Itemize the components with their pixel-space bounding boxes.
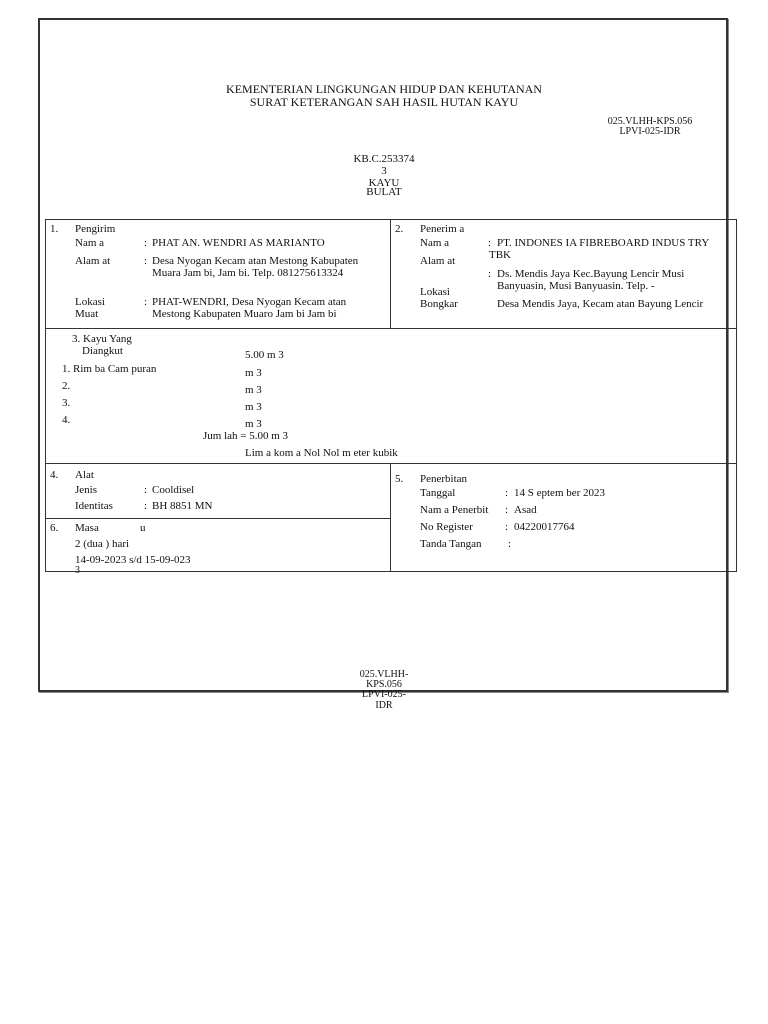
separator: : — [144, 255, 148, 267]
pengirim-alamat-label: Alam at — [75, 255, 111, 267]
alat-identitas-label: Identitas — [75, 500, 113, 512]
penerima-heading: Penerim a — [420, 223, 465, 235]
separator: : — [508, 538, 512, 550]
kayu-heading-2: Diangkut — [82, 345, 123, 357]
form-code-sub: LPVI-025-IDR — [619, 126, 681, 137]
pengirim-number: 1. — [50, 223, 59, 235]
masa-number: 6. — [50, 522, 59, 534]
masa-heading: Masa — [75, 522, 99, 534]
kayu-heading: 3. Kayu Yang — [72, 333, 132, 345]
kayu-item-volume: m 3 — [245, 418, 262, 430]
alat-jenis-value: Cooldisel — [152, 484, 195, 496]
separator: : — [488, 268, 492, 280]
kayu-item-label: 2. — [62, 380, 71, 392]
pengirim-heading: Pengirim — [75, 223, 116, 235]
penerbitan-heading: Penerbitan — [420, 473, 468, 485]
alat-identitas-value: BH 8851 MN — [152, 500, 213, 512]
penerima-alamat-label: Alam at — [420, 255, 456, 267]
penerbitan-number: 5. — [395, 473, 404, 485]
pengirim-lokasi-value: PHAT-WENDRI, Desa Nyogan Kecam atan Mestong Kabupaten Muaro Jam bi Jam bi — [152, 296, 347, 320]
kayu-total-words: Lim a kom a Nol Nol m eter kubik — [245, 447, 398, 459]
parties-divider — [390, 219, 391, 329]
kayu-item-label: 1. Rim ba Cam puran — [62, 363, 157, 375]
copy-number: 3 — [381, 165, 387, 177]
kayu-item-label: 4. — [62, 414, 71, 426]
alat-jenis-label: Jenis — [75, 484, 97, 496]
masa-period-trailing: 3 — [75, 565, 80, 576]
penerima-number: 2. — [395, 223, 404, 235]
penerima-nama-label: Nam a — [420, 237, 450, 249]
footer-code-2: KPS.056 — [366, 679, 402, 690]
pengirim-lokasi-label-2: Muat — [75, 308, 99, 320]
separator: : — [144, 484, 148, 496]
kayu-item-volume: m 3 — [245, 384, 262, 396]
footer-code-4: IDR — [375, 700, 393, 711]
penerbitan-tanggal-value: 14 S eptem ber 2023 — [514, 487, 606, 499]
separator: : — [144, 500, 148, 512]
masa-duration: 2 (dua ) hari — [75, 538, 130, 550]
document-title: SURAT KETERANGAN SAH HASIL HUTAN KAYU — [249, 95, 519, 109]
document-number: KB.C.253374 — [353, 153, 415, 165]
pengirim-nama-value: PHAT AN. WENDRI AS MARIANTO — [152, 237, 325, 249]
form-code: 025.VLHH-KPS.056 — [607, 116, 693, 127]
masa-period: 14-09-2023 s/d 15-09-023 — [75, 554, 191, 566]
penerima-lokasi-label: Lokasi — [420, 286, 450, 298]
separator: : — [144, 296, 148, 308]
separator: : — [488, 237, 492, 249]
penerbitan-penerbit-value: Asad — [514, 504, 537, 516]
separator: : — [505, 504, 509, 516]
penerbitan-tanggal-label: Tanggal — [420, 487, 456, 499]
wood-type: KAYU — [368, 177, 400, 189]
alat-masa-divider — [45, 518, 390, 519]
penerbitan-ttd-label: Tanda Tangan — [420, 538, 482, 550]
alat-heading: Alat — [75, 469, 94, 481]
transport-divider — [390, 463, 391, 572]
separator: : — [505, 521, 509, 533]
wood-type-sub: BULAT — [366, 186, 402, 198]
penerbitan-register-value: 04220017764 — [514, 521, 575, 533]
separator: : — [144, 237, 148, 249]
kayu-section — [45, 328, 737, 464]
penerima-lokasi-value: Desa Mendis Jaya, Kecam atan Bayung Lencir — [497, 298, 704, 310]
alat-number: 4. — [50, 469, 59, 481]
kayu-total: Jum lah = 5.00 m 3 — [203, 430, 289, 442]
pengirim-alamat-value: Desa Nyogan Kecam atan Mestong Kabupaten Muara Jam bi, Jam bi. Telp. 081275613324 — [152, 255, 359, 279]
kayu-item-volume: m 3 — [245, 367, 262, 379]
penerbitan-register-label: No Register — [420, 521, 473, 533]
pengirim-lokasi-label: Lokasi — [75, 296, 105, 308]
penerima-alamat-value: Ds. Mendis Jaya Kec.Bayung Lencir Musi Banyuasin, Musi Banyuasin. Telp. - — [497, 268, 685, 292]
kayu-item-label: 3. — [62, 397, 71, 409]
footer-code: 025.VLHH- — [359, 669, 409, 680]
separator: : — [505, 487, 509, 499]
penerbitan-penerbit-label: Nam a Penerbit — [420, 504, 489, 516]
penerima-lokasi-label-2: Bongkar — [420, 298, 458, 310]
kayu-item-volume: 5.00 m 3 — [245, 349, 284, 361]
masa-heading-suffix: u — [140, 522, 146, 534]
penerima-nama-value: PT. INDONES IA FIBREBOARD INDUS TRY TBK — [489, 237, 709, 261]
footer-code-3: LPVI-025- — [362, 689, 406, 700]
kayu-item-volume: m 3 — [245, 401, 262, 413]
ministry-title: KEMENTERIAN LINGKUNGAN HIDUP DAN KEHUTANAN — [226, 82, 542, 96]
pengirim-nama-label: Nam a — [75, 237, 105, 249]
